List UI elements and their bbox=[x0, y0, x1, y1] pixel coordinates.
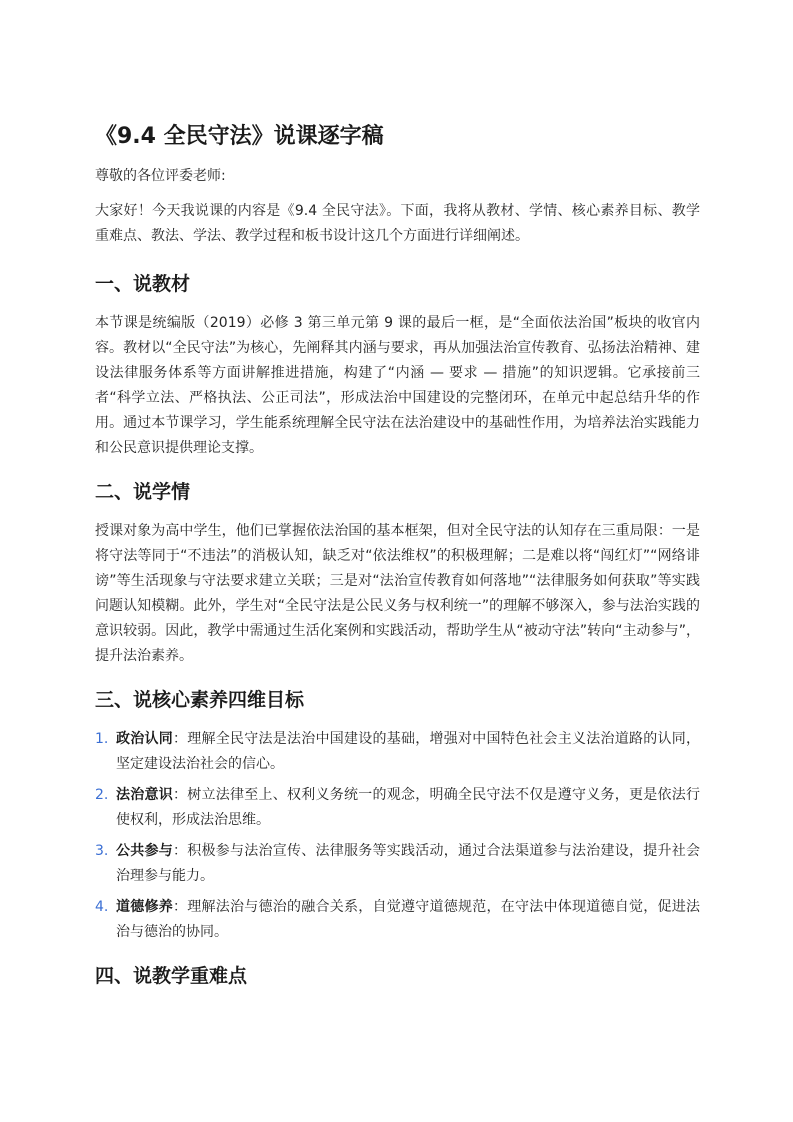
document-page bbox=[95, 118, 700, 1003]
greeting: 尊敬的各位评委老师: bbox=[95, 168, 226, 184]
list-item bbox=[95, 727, 700, 777]
goals-list bbox=[95, 727, 700, 945]
goal-term: 法治意识 bbox=[116, 787, 173, 803]
document-title: 《9.4 全民守法》说课逐字稿 bbox=[95, 124, 384, 149]
list-number: 3. bbox=[95, 843, 109, 859]
list-item bbox=[95, 783, 700, 833]
students-paragraph: 授课对象为高中学生，他们已掌握依法治国的基本框架，但对全民守法的认知存在三重局限：一是将守法等同于“不违法”的消极认知，缺乏对“依法维权”的积极理解；二是难以将“闯红灯”“网络诽谤”等生活现象与守法要求建立关联；三是对“法治宣传教育如何落地”“法律服务如何获取”等实践问题认知模糊。此外，学生对“全民守法是公民义务与权利统一”的理解不够深入，参与法治实践的意识较弱。因此，教学中需通过生活化案例和实践活动，帮助学生从“被动守法”转向“主动参与”，提升法治素养。 bbox=[95, 523, 700, 664]
list-number: 1. bbox=[95, 731, 109, 747]
goal-text: ：理解法治与德治的融合关系，自觉遵守道德规范，在守法中体现道德自觉，促进法治与德治的协同。 bbox=[116, 899, 700, 940]
section-heading-goals: 三、说核心素养四维目标 bbox=[95, 689, 305, 711]
goal-text: ：树立法律至上、权利义务统一的观念，明确全民守法不仅是遵守义务，更是依法行使权利，形成法治思维。 bbox=[116, 787, 700, 828]
section-heading-difficulties: 四、说教学重难点 bbox=[95, 965, 248, 987]
list-number: 2. bbox=[95, 787, 109, 803]
goal-text: ：积极参与法治宣传、法律服务等实践活动，通过合法渠道参与法治建设，提升社会治理参与能力。 bbox=[116, 843, 700, 884]
goal-term: 政治认同 bbox=[116, 731, 173, 747]
goal-term: 公共参与 bbox=[116, 843, 173, 859]
list-item bbox=[95, 895, 700, 945]
list-number: 4. bbox=[95, 899, 109, 915]
intro-paragraph: 大家好！今天我说课的内容是《9.4 全民守法》。下面，我将从教材、学情、核心素养目标、教学重难点、教法、学法、教学过程和板书设计这几个方面进行详细阐述。 bbox=[95, 203, 700, 244]
goal-term: 道德修养 bbox=[116, 899, 173, 915]
section-heading-textbook: 一、说教材 bbox=[95, 273, 191, 295]
goal-text: ：理解全民守法是法治中国建设的基础，增强对中国特色社会主义法治道路的认同，坚定建设法治社会的信心。 bbox=[116, 731, 700, 772]
section-heading-students: 二、说学情 bbox=[95, 481, 191, 503]
textbook-paragraph: 本节课是统编版（2019）必修 3 第三单元第 9 课的最后一框，是“全面依法治国”板块的收官内容。教材以“全民守法”为核心，先阐释其内涵与要求，再从加强法治宣传教育、弘扬法治精神、建设法律服务体系等方面讲解推进措施，构建了“内涵 — 要求 — 措施”的知识逻辑。它承接前三者“科学立法、严格执法、公正司法”，形成法治中国建设的完整闭环，在单元中起总结升华的作用。通过本节课学习，学生能系统理解全民守法在法治建设中的基础性作用，为培养法治实践能力和公民意识提供理论支撑。 bbox=[95, 315, 700, 456]
list-item bbox=[95, 839, 700, 889]
